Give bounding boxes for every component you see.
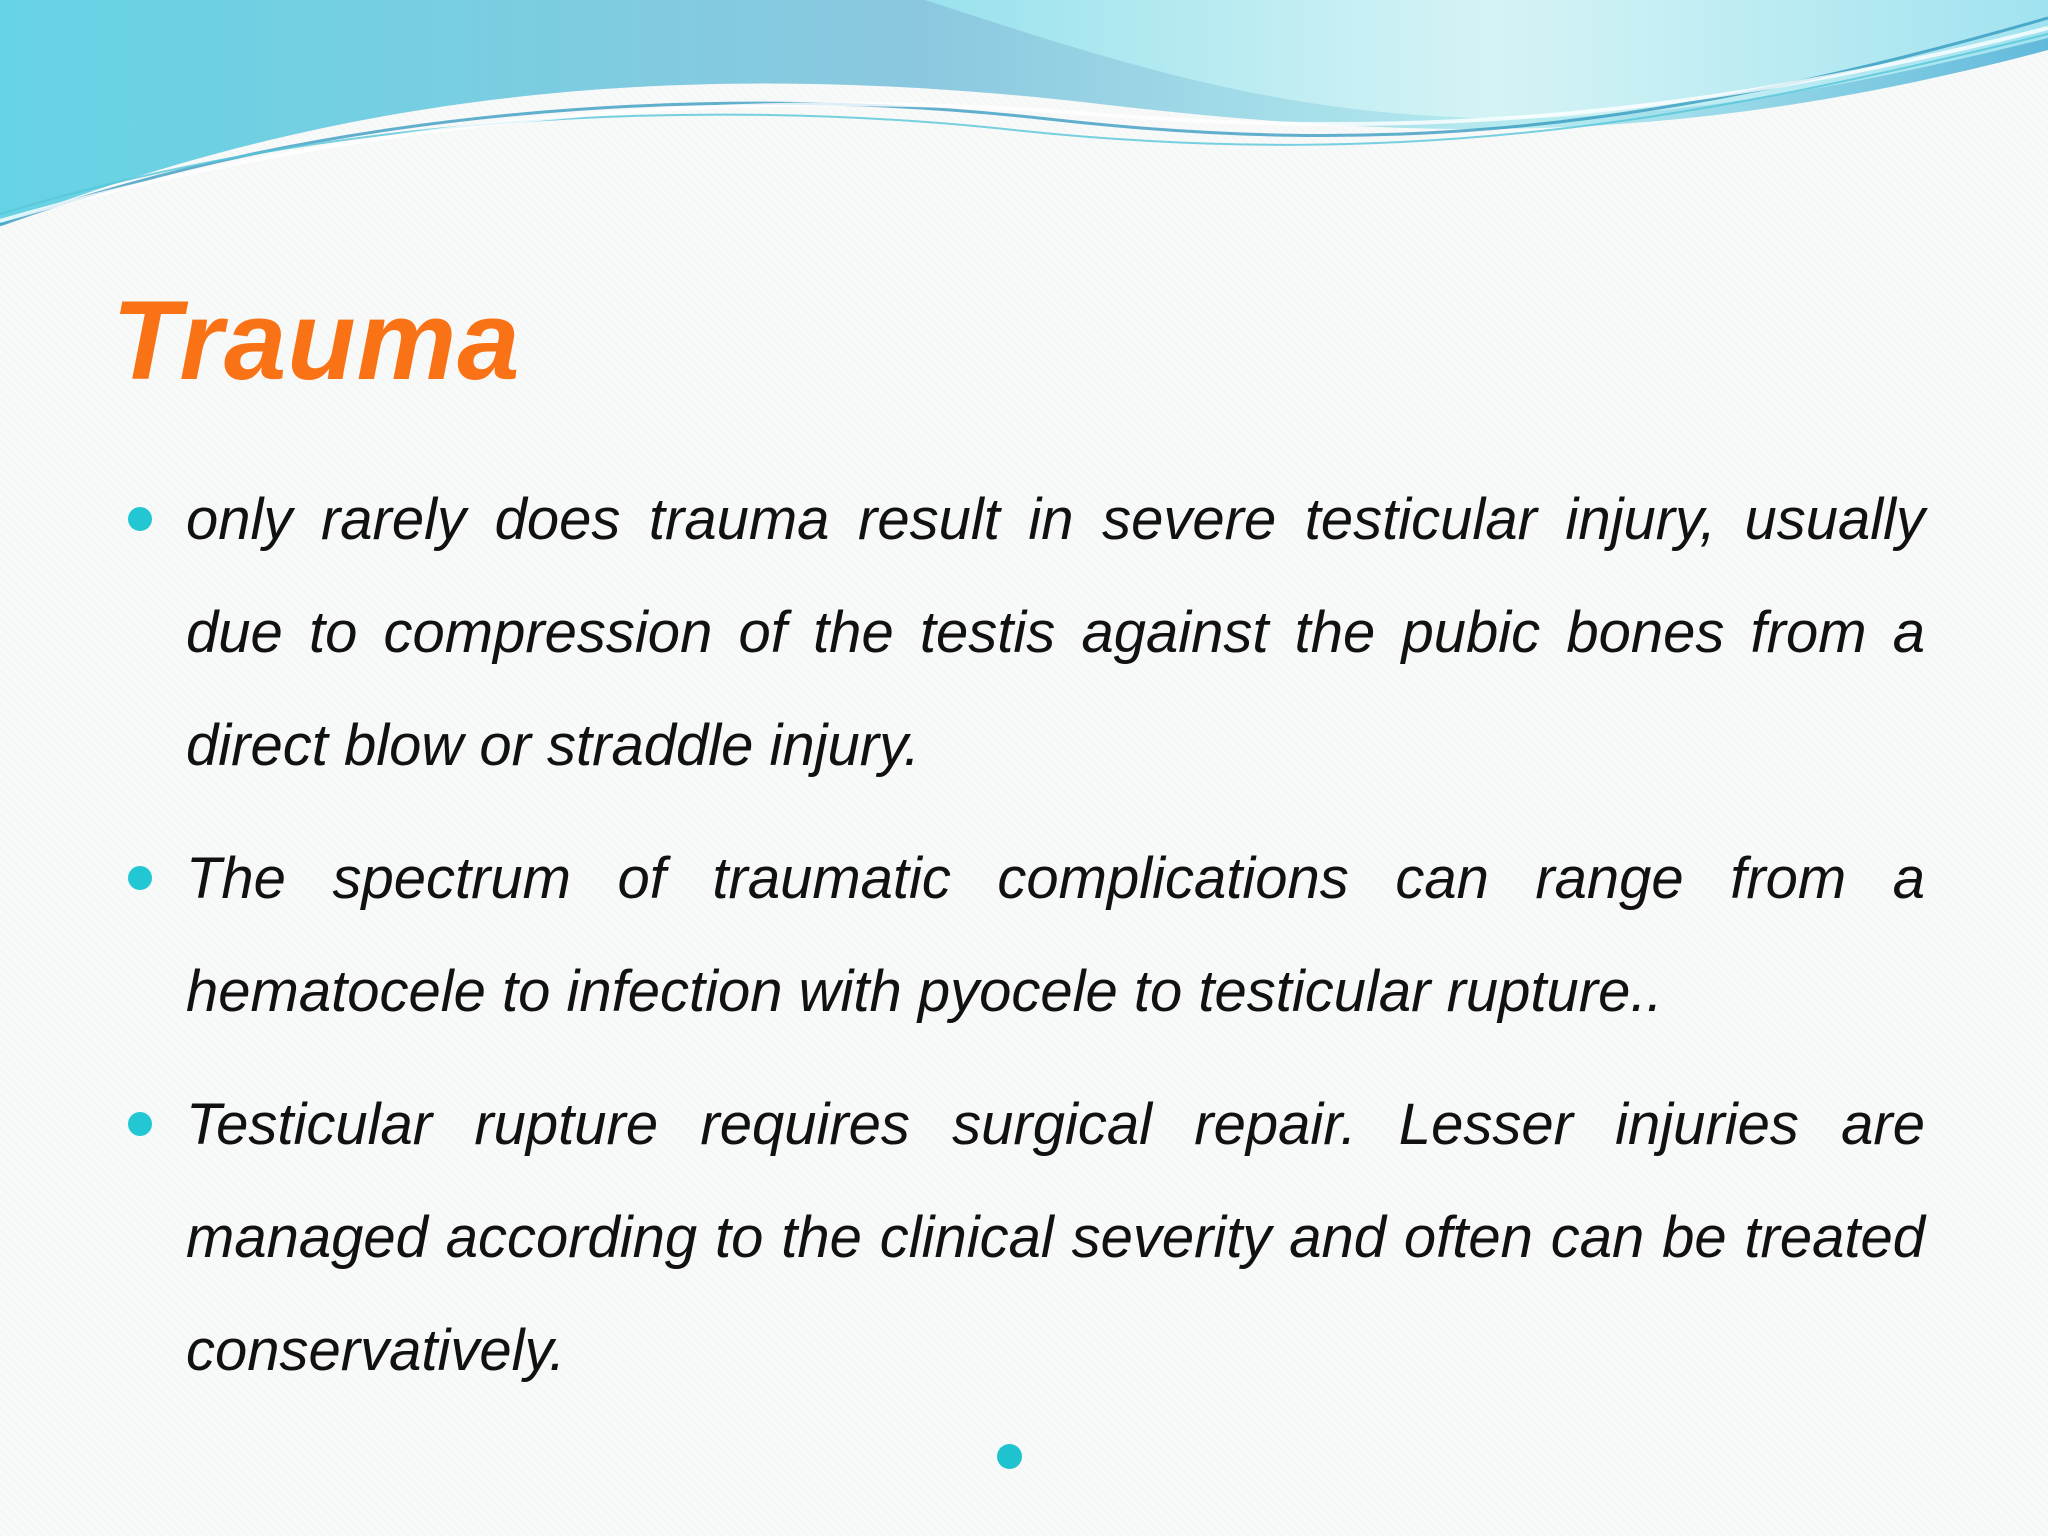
slide-title: Trauma: [112, 278, 521, 403]
bullet-text-1: only rarely does trauma result in severe testicular injury, usually due to compression of the testis against the pubic bones from a direct blow or straddle injury.: [186, 487, 1925, 778]
bullet-dot-icon: [128, 1112, 152, 1136]
bullet-item-3: [120, 1068, 1925, 1407]
bullet-item-2: [120, 822, 1925, 1048]
bullet-dot-icon: [128, 866, 152, 890]
bullet-dot-icon: [128, 507, 152, 531]
top-wave-decoration: [0, 0, 2048, 240]
empty-bullet-dot-icon: [997, 1444, 1022, 1469]
bullet-list: [120, 463, 1925, 1427]
bullet-text-3: Testicular rupture requires surgical repair. Lesser injuries are managed according to the clinical severity and often can be treated conservatively.: [186, 1092, 1925, 1383]
bullet-item-1: [120, 463, 1925, 802]
bullet-text-2: The spectrum of traumatic complications can range from a hematocele to infection with pyocele to testicular rupture..: [186, 846, 1925, 1024]
